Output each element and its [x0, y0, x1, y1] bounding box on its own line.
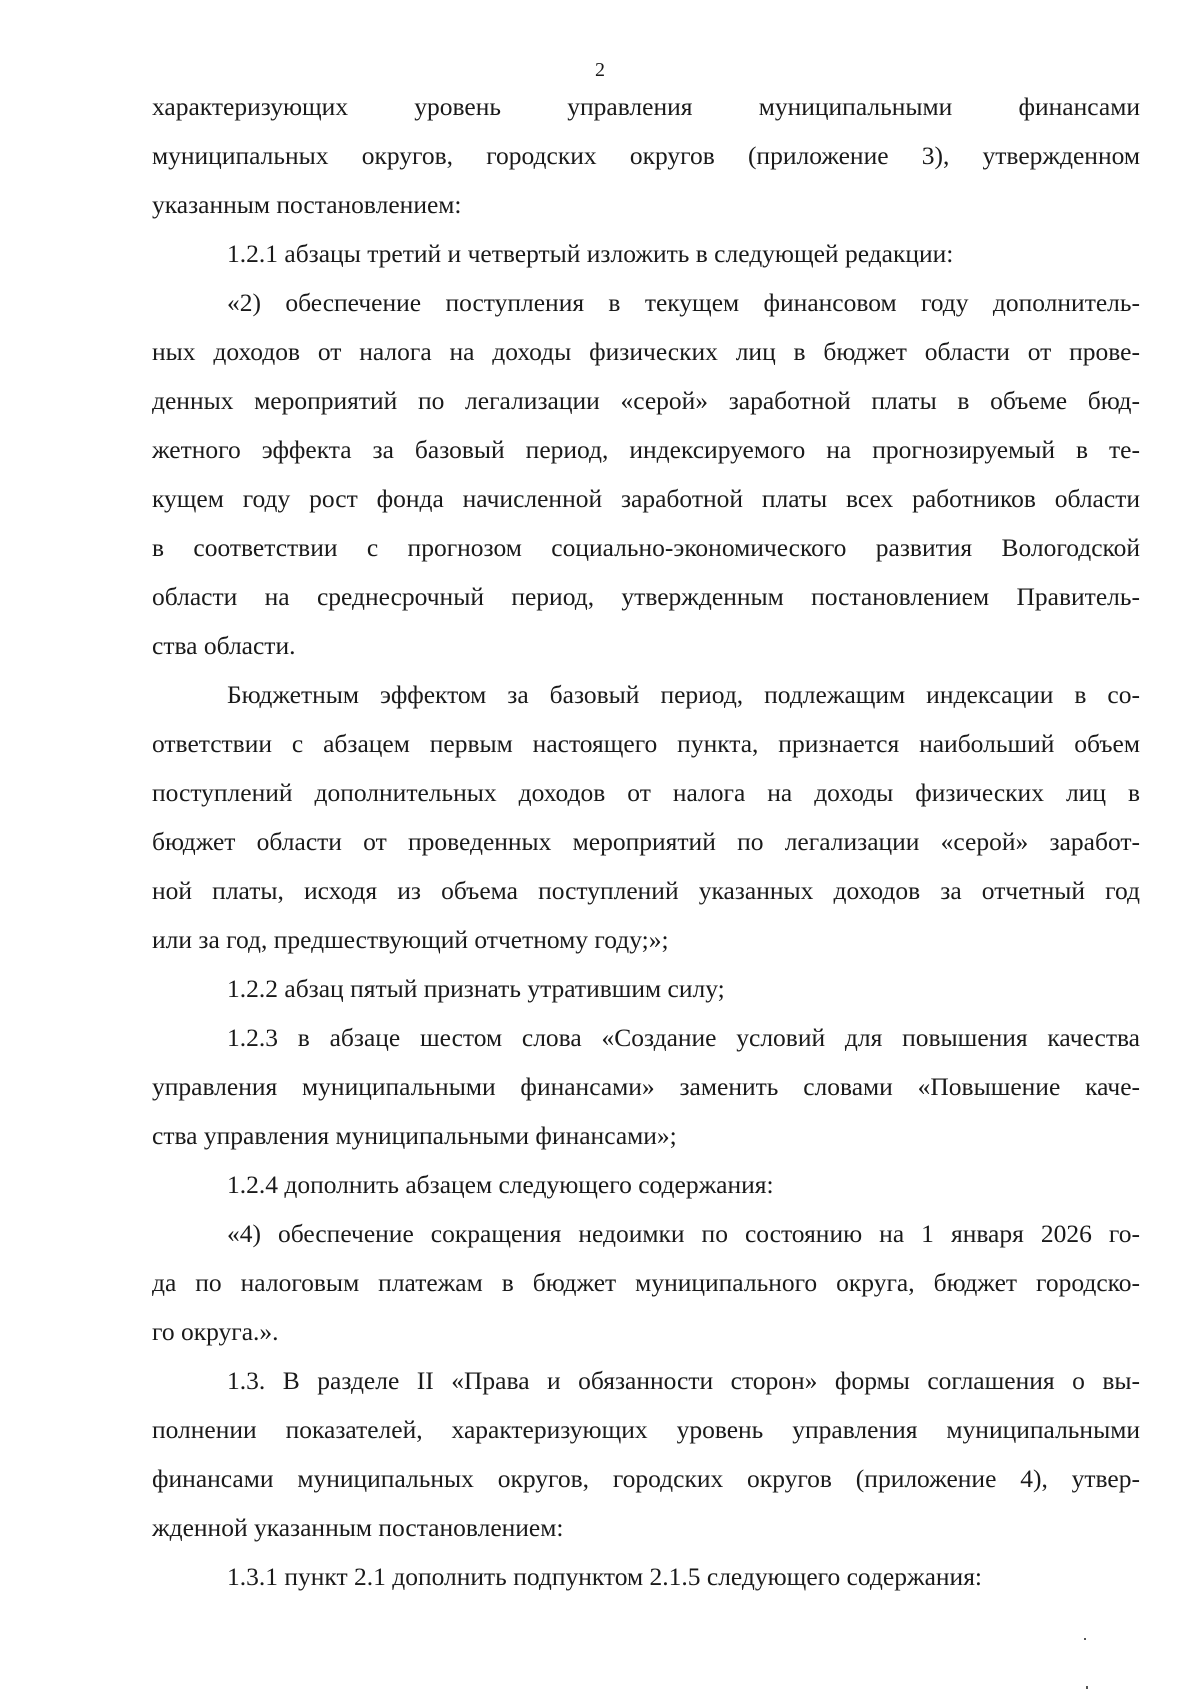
paragraph-1-2-4	[152, 1160, 1140, 1209]
text-line: 1.2.4 дополнить абзацем следующего содержания:	[227, 1170, 774, 1199]
text-line: ных доходов от налога на доходы физических лиц в бюджет области от прове-	[152, 337, 1140, 366]
text-line: или за год, предшествующий отчетному году;»;	[152, 925, 669, 954]
text-line: жденной указанным постановлением:	[152, 1513, 564, 1542]
text-line: муниципальных округов, городских округов (приложение 3), утвержденном	[152, 141, 1140, 170]
text-line: денных мероприятий по легализации «серой» заработной платы в объеме бюд-	[152, 386, 1140, 415]
text-line: Бюджетным эффектом за базовый период, подлежащим индексации в со-	[227, 680, 1140, 709]
scan-artifact	[1086, 1686, 1088, 1689]
text-line: 1.2.1 абзацы третий и четвертый изложить в следующей редакции:	[227, 239, 954, 268]
paragraph-1-2-2	[152, 964, 1140, 1013]
text-line: бюджет области от проведенных мероприятий по легализации «серой» заработ-	[152, 827, 1140, 856]
paragraph-quote-2	[152, 278, 1140, 670]
text-line: полнении показателей, характеризующих уровень управления муниципальными	[152, 1415, 1140, 1444]
text-line: поступлений дополнительных доходов от налога на доходы физических лиц в	[152, 778, 1140, 807]
text-line: финансами муниципальных округов, городских округов (приложение 4), утвер-	[152, 1464, 1140, 1493]
paragraph-continuation	[152, 82, 1140, 229]
text-line: в соответствии с прогнозом социально-экономического развития Вологодской	[152, 533, 1140, 562]
text-line: указанным постановлением:	[152, 190, 462, 219]
text-line: 1.3.1 пункт 2.1 дополнить подпунктом 2.1.5 следующего содержания:	[227, 1562, 983, 1591]
text-line: управления муниципальными финансами» заменить словами «Повышение каче-	[152, 1072, 1140, 1101]
text-line: жетного эффекта за базовый период, индексируемого на прогнозируемый в те-	[152, 435, 1140, 464]
text-line: характеризующих уровень управления муниципальными финансами	[152, 92, 1140, 121]
text-line: 1.2.2 абзац пятый признать утратившим силу;	[227, 974, 725, 1003]
page-number: 2	[595, 59, 605, 81]
text-line: да по налоговым платежам в бюджет муниципального округа, бюджет городско-	[152, 1268, 1140, 1297]
text-line: 1.3. В разделе II «Права и обязанности сторон» формы соглашения о вы-	[227, 1366, 1140, 1395]
paragraph-1-2-1	[152, 229, 1140, 278]
text-line: 1.2.3 в абзаце шестом слова «Создание условий для повышения качества	[227, 1023, 1140, 1052]
text-line: го округа.».	[152, 1317, 279, 1346]
text-line: «4) обеспечение сокращения недоимки по состоянию на 1 января 2026 го-	[227, 1219, 1140, 1248]
paragraph-1-3	[152, 1356, 1140, 1552]
text-line: ответствии с абзацем первым настоящего пункта, признается наибольший объем	[152, 729, 1140, 758]
text-line: кущем году рост фонда начисленной заработной платы всех работников области	[152, 484, 1140, 513]
paragraph-budget-effect	[152, 670, 1140, 964]
text-line: «2) обеспечение поступления в текущем финансовом году дополнитель-	[227, 288, 1140, 317]
paragraph-1-2-3	[152, 1013, 1140, 1160]
text-line: ной платы, исходя из объема поступлений указанных доходов за отчетный год	[152, 876, 1140, 905]
document-body	[152, 82, 1140, 1601]
paragraph-1-3-1	[152, 1552, 1140, 1601]
scan-artifact	[1084, 1638, 1086, 1640]
text-line: ства области.	[152, 631, 296, 660]
text-line: ства управления муниципальными финансами»;	[152, 1121, 677, 1150]
paragraph-quote-4	[152, 1209, 1140, 1356]
text-line: области на среднесрочный период, утвержденным постановлением Правитель-	[152, 582, 1140, 611]
